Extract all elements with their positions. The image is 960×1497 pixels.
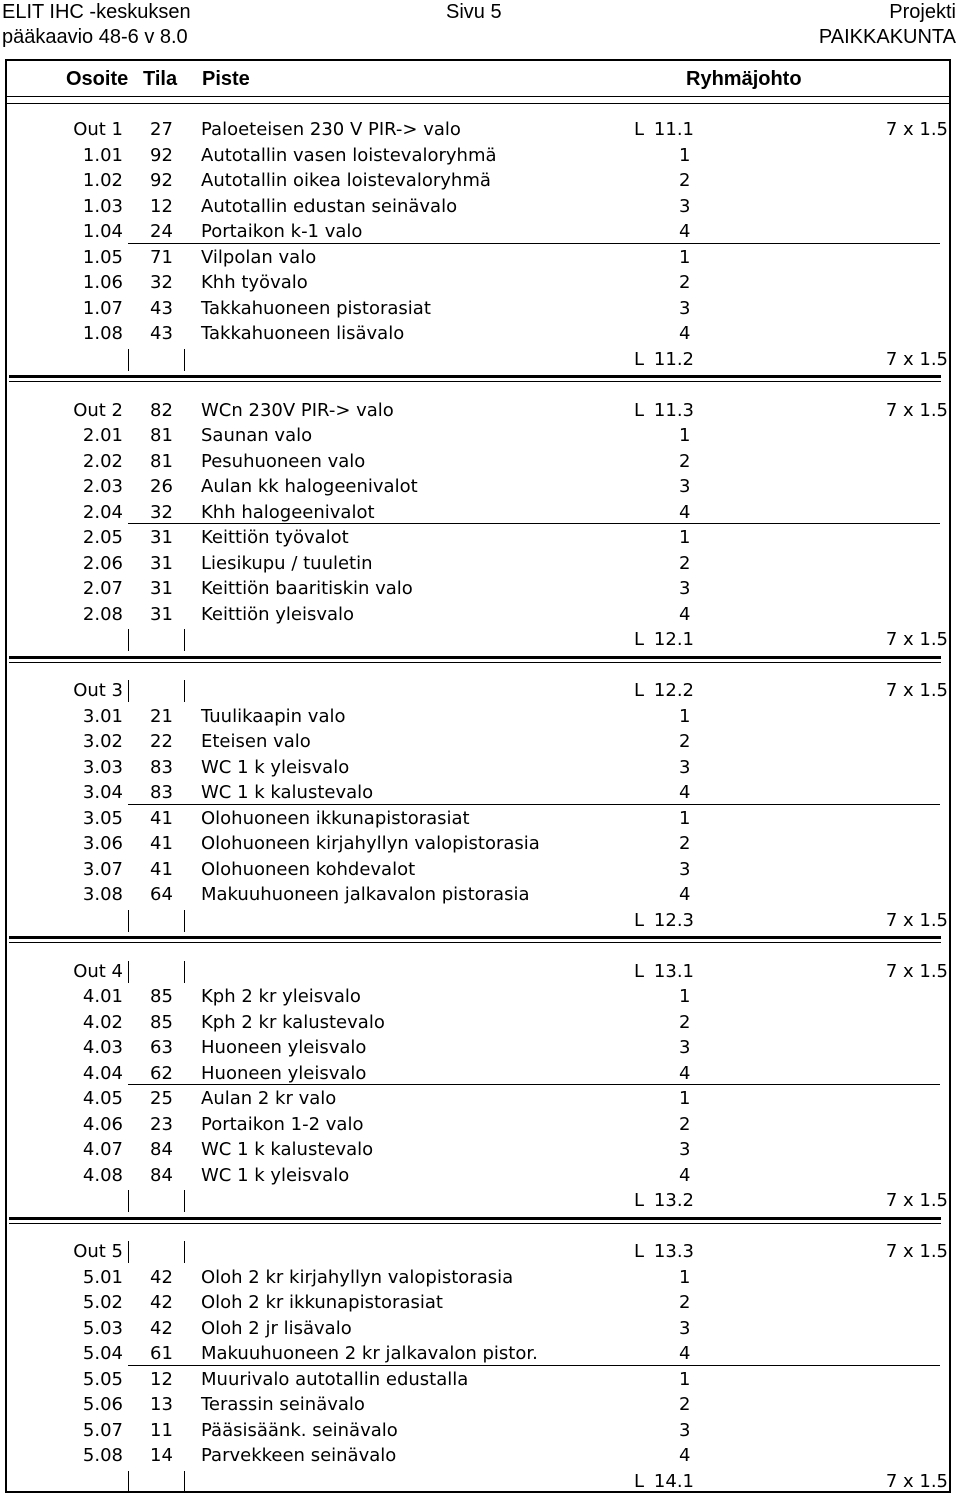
row-room: 14 bbox=[150, 1445, 173, 1466]
table-row bbox=[0, 1290, 960, 1315]
row-point: Khh halogeenivalot bbox=[201, 501, 375, 523]
row-point: Takkahuoneen pistorasiat bbox=[201, 297, 431, 319]
table-row bbox=[0, 1341, 960, 1366]
row-room: 31 bbox=[150, 603, 173, 625]
table-row bbox=[0, 143, 960, 168]
row-point: Makuuhuoneen 2 kr jalkavalon pistor. bbox=[201, 1343, 538, 1364]
row-group: 1 bbox=[679, 807, 691, 829]
row-address: 5.04 bbox=[82, 1343, 123, 1364]
row-point: Huoneen yleisvalo bbox=[201, 1062, 367, 1084]
table-row bbox=[0, 1367, 960, 1392]
output-address: Out 1 bbox=[73, 119, 123, 140]
cable-connection-number: 14.1 bbox=[653, 1470, 694, 1492]
cable-connection-number: 12.1 bbox=[653, 629, 694, 650]
cable-connection-number: 11.1 bbox=[653, 119, 694, 140]
row-address: 3.02 bbox=[82, 731, 123, 752]
table-row bbox=[0, 194, 960, 219]
cell-divider bbox=[128, 629, 129, 651]
row-address: 1.03 bbox=[82, 195, 123, 217]
row-point: Muurivalo autotallin edustalla bbox=[201, 1368, 469, 1390]
row-group: 4 bbox=[679, 1164, 691, 1186]
output-address: Out 2 bbox=[73, 399, 123, 421]
table-row bbox=[0, 1061, 960, 1086]
title-line-1: ELIT IHC -keskuksen bbox=[2, 1, 191, 23]
row-address: 1.07 bbox=[82, 297, 123, 319]
cell-divider bbox=[184, 680, 185, 702]
output-separator bbox=[9, 936, 941, 939]
table-row bbox=[0, 474, 960, 499]
output-closing-row bbox=[0, 908, 960, 933]
row-group: 4 bbox=[679, 782, 691, 803]
row-point: Oloh 2 kr kirjahyllyn valopistorasia bbox=[201, 1266, 514, 1288]
table-row bbox=[0, 1443, 960, 1468]
row-room: 63 bbox=[150, 1037, 173, 1058]
column-header-ryhmajohto: Ryhmäjohto bbox=[686, 68, 802, 90]
cell-divider bbox=[184, 349, 185, 371]
output-row bbox=[0, 398, 960, 423]
row-point: Parvekkeen seinävalo bbox=[201, 1445, 397, 1466]
row-group: 3 bbox=[679, 1139, 691, 1160]
cable-type: 7 x 1.5 bbox=[885, 1190, 948, 1211]
cable-type: 7 x 1.5 bbox=[885, 399, 948, 421]
row-address: 4.05 bbox=[82, 1088, 123, 1109]
row-address: 4.06 bbox=[82, 1113, 123, 1135]
cell-divider bbox=[128, 1241, 129, 1263]
cell-divider bbox=[184, 629, 185, 651]
row-point: Makuuhuoneen jalkavalon pistorasia bbox=[201, 884, 530, 905]
row-address: 1.06 bbox=[82, 272, 123, 293]
row-point: Kph 2 kr kalustevalo bbox=[201, 1011, 385, 1033]
cell-divider bbox=[128, 1471, 129, 1493]
table-row bbox=[0, 551, 960, 576]
row-group: 2 bbox=[679, 170, 691, 191]
row-address: 5.07 bbox=[82, 1419, 123, 1441]
row-address: 4.08 bbox=[82, 1164, 123, 1186]
row-point: Keittiön työvalot bbox=[201, 527, 349, 548]
group-separator bbox=[128, 1365, 940, 1366]
output-address: Out 5 bbox=[73, 1241, 123, 1262]
output-closing-row bbox=[0, 1188, 960, 1213]
row-group: 4 bbox=[679, 1445, 691, 1466]
row-address: 4.03 bbox=[82, 1037, 123, 1058]
cable-phase-letter: L bbox=[634, 1241, 645, 1262]
row-address: 2.08 bbox=[82, 603, 123, 625]
row-address: 5.03 bbox=[82, 1317, 123, 1339]
row-group: 3 bbox=[679, 476, 691, 497]
row-group: 1 bbox=[679, 1368, 691, 1390]
row-room: 62 bbox=[150, 1062, 173, 1084]
row-group: 4 bbox=[679, 603, 691, 625]
row-room: 31 bbox=[150, 527, 173, 548]
row-group: 3 bbox=[679, 1419, 691, 1441]
output-point: WCn 230V PIR-> valo bbox=[201, 399, 394, 421]
row-room: 32 bbox=[150, 501, 173, 523]
row-address: 1.08 bbox=[82, 323, 123, 344]
row-point: Olohuoneen kirjahyllyn valopistorasia bbox=[201, 833, 540, 854]
row-point: WC 1 k yleisvalo bbox=[201, 1164, 350, 1186]
row-group: 1 bbox=[679, 144, 691, 166]
row-room: 21 bbox=[150, 705, 173, 727]
cable-type: 7 x 1.5 bbox=[885, 629, 948, 650]
row-room: 83 bbox=[150, 756, 173, 778]
row-room: 43 bbox=[150, 323, 173, 344]
row-group: 3 bbox=[679, 1317, 691, 1339]
row-address: 2.02 bbox=[82, 450, 123, 472]
row-group: 4 bbox=[679, 1062, 691, 1084]
row-address: 2.07 bbox=[82, 578, 123, 599]
cable-phase-letter: L bbox=[634, 960, 645, 982]
row-address: 4.07 bbox=[82, 1139, 123, 1160]
row-room: 23 bbox=[150, 1113, 173, 1135]
row-address: 2.03 bbox=[82, 476, 123, 497]
row-room: 85 bbox=[150, 986, 173, 1007]
cable-type: 7 x 1.5 bbox=[885, 680, 948, 701]
document-title bbox=[2, 0, 191, 50]
table-row bbox=[0, 1163, 960, 1188]
row-group: 2 bbox=[679, 731, 691, 752]
table-row bbox=[0, 1392, 960, 1417]
table-row bbox=[0, 704, 960, 729]
row-group: 3 bbox=[679, 195, 691, 217]
row-point: Terassin seinävalo bbox=[201, 1394, 365, 1415]
project-info bbox=[819, 0, 956, 50]
table-row bbox=[0, 449, 960, 474]
cable-type: 7 x 1.5 bbox=[885, 1470, 948, 1492]
table-row bbox=[0, 576, 960, 601]
table-row bbox=[0, 755, 960, 780]
column-header-osoite: Osoite bbox=[66, 68, 129, 90]
output-separator bbox=[9, 1223, 941, 1224]
table-row bbox=[0, 806, 960, 831]
output-point: Paloeteisen 230 V PIR-> valo bbox=[201, 119, 461, 140]
table-row bbox=[0, 500, 960, 525]
row-room: 25 bbox=[150, 1088, 173, 1109]
row-point: Liesikupu / tuuletin bbox=[201, 552, 373, 574]
row-room: 84 bbox=[150, 1139, 173, 1160]
row-group: 4 bbox=[679, 501, 691, 523]
row-address: 2.01 bbox=[82, 425, 123, 446]
cell-divider bbox=[128, 680, 129, 702]
cable-phase-letter: L bbox=[634, 119, 645, 140]
row-group: 1 bbox=[679, 705, 691, 727]
output-separator bbox=[9, 942, 941, 943]
table-row bbox=[0, 1265, 960, 1290]
table-row bbox=[0, 1137, 960, 1162]
table-row bbox=[0, 602, 960, 627]
table-row bbox=[0, 219, 960, 244]
title-line-2: pääkaavio 48-6 v 8.0 bbox=[2, 26, 188, 48]
cell-divider bbox=[184, 1471, 185, 1493]
output-closing-row bbox=[0, 347, 960, 372]
page-header bbox=[0, 0, 960, 52]
row-room: 42 bbox=[150, 1317, 173, 1339]
output-row bbox=[0, 1239, 960, 1264]
output-separator bbox=[9, 656, 941, 659]
row-point: Keittiön baaritiskin valo bbox=[201, 578, 413, 599]
output-closing-row bbox=[0, 1469, 960, 1494]
table-row bbox=[0, 525, 960, 550]
row-point: Kph 2 kr yleisvalo bbox=[201, 986, 361, 1007]
row-point: Aulan 2 kr valo bbox=[201, 1088, 337, 1109]
cell-divider bbox=[184, 961, 185, 983]
cable-connection-number: 13.1 bbox=[653, 960, 694, 982]
cable-type: 7 x 1.5 bbox=[885, 119, 948, 140]
table-row bbox=[0, 270, 960, 295]
header-rule-1 bbox=[7, 96, 949, 97]
cable-phase-letter: L bbox=[634, 1190, 645, 1211]
table-row bbox=[0, 1418, 960, 1443]
row-group: 2 bbox=[679, 833, 691, 854]
row-point: WC 1 k yleisvalo bbox=[201, 756, 350, 778]
table-row bbox=[0, 296, 960, 321]
row-group: 3 bbox=[679, 297, 691, 319]
output-row bbox=[0, 117, 960, 142]
cable-connection-number: 13.2 bbox=[653, 1190, 694, 1211]
header-rule-2 bbox=[7, 103, 949, 104]
table-row bbox=[0, 245, 960, 270]
row-address: 1.05 bbox=[82, 246, 123, 268]
row-address: 3.01 bbox=[82, 705, 123, 727]
row-point: Saunan valo bbox=[201, 425, 313, 446]
output-separator bbox=[9, 1217, 941, 1220]
table-row bbox=[0, 831, 960, 856]
row-point: Takkahuoneen lisävalo bbox=[201, 323, 405, 344]
row-address: 3.05 bbox=[82, 807, 123, 829]
row-point: Vilpolan valo bbox=[201, 246, 317, 268]
row-group: 1 bbox=[679, 527, 691, 548]
row-address: 2.06 bbox=[82, 552, 123, 574]
row-point: Autotallin vasen loistevaloryhmä bbox=[201, 144, 497, 166]
cable-type: 7 x 1.5 bbox=[885, 909, 948, 931]
row-room: 92 bbox=[150, 144, 173, 166]
cable-phase-letter: L bbox=[634, 1470, 645, 1492]
column-header-piste: Piste bbox=[202, 68, 250, 90]
row-room: 83 bbox=[150, 782, 173, 803]
row-point: Keittiön yleisvalo bbox=[201, 603, 355, 625]
table-row bbox=[0, 321, 960, 346]
table-row bbox=[0, 857, 960, 882]
output-room: 27 bbox=[150, 119, 173, 140]
row-point: Oloh 2 kr ikkunapistorasiat bbox=[201, 1292, 443, 1313]
output-room: 82 bbox=[150, 399, 173, 421]
row-group: 2 bbox=[679, 450, 691, 472]
table-row bbox=[0, 1035, 960, 1060]
row-room: 84 bbox=[150, 1164, 173, 1186]
row-room: 11 bbox=[150, 1419, 173, 1441]
row-room: 31 bbox=[150, 552, 173, 574]
cable-connection-number: 13.3 bbox=[653, 1241, 694, 1262]
row-group: 2 bbox=[679, 1011, 691, 1033]
row-address: 3.06 bbox=[82, 833, 123, 854]
row-room: 41 bbox=[150, 833, 173, 854]
row-room: 12 bbox=[150, 195, 173, 217]
table-row bbox=[0, 729, 960, 754]
row-point: Autotallin oikea loistevaloryhmä bbox=[201, 170, 491, 191]
project-location: PAIKKAKUNTA bbox=[818, 26, 956, 48]
row-address: 5.02 bbox=[82, 1292, 123, 1313]
row-address: 5.01 bbox=[82, 1266, 123, 1288]
cable-phase-letter: L bbox=[634, 909, 645, 931]
row-group: 1 bbox=[679, 425, 691, 446]
row-group: 1 bbox=[679, 246, 691, 268]
cell-divider bbox=[184, 1190, 185, 1212]
row-address: 4.01 bbox=[82, 986, 123, 1007]
row-address: 1.02 bbox=[82, 170, 123, 191]
cable-phase-letter: L bbox=[634, 348, 645, 370]
output-address: Out 4 bbox=[73, 960, 123, 982]
row-room: 43 bbox=[150, 297, 173, 319]
row-group: 1 bbox=[679, 1266, 691, 1288]
row-group: 4 bbox=[679, 884, 691, 905]
cable-phase-letter: L bbox=[634, 680, 645, 701]
cell-divider bbox=[128, 349, 129, 371]
row-room: 31 bbox=[150, 578, 173, 599]
row-address: 5.08 bbox=[82, 1445, 123, 1466]
cable-type: 7 x 1.5 bbox=[885, 348, 948, 370]
row-point: Autotallin edustan seinävalo bbox=[201, 195, 458, 217]
row-group: 2 bbox=[679, 1113, 691, 1135]
cable-connection-number: 12.3 bbox=[653, 909, 694, 931]
table-row bbox=[0, 780, 960, 805]
output-closing-row bbox=[0, 627, 960, 652]
cable-connection-number: 11.3 bbox=[653, 399, 694, 421]
row-point: WC 1 k kalustevalo bbox=[201, 782, 374, 803]
cell-divider bbox=[128, 961, 129, 983]
row-room: 61 bbox=[150, 1343, 173, 1364]
row-room: 64 bbox=[150, 884, 173, 905]
row-group: 2 bbox=[679, 272, 691, 293]
row-address: 3.07 bbox=[82, 858, 123, 880]
group-separator bbox=[128, 243, 940, 244]
row-point: WC 1 k kalustevalo bbox=[201, 1139, 374, 1160]
column-header-tila: Tila bbox=[143, 68, 178, 90]
row-room: 42 bbox=[150, 1266, 173, 1288]
row-point: Pesuhuoneen valo bbox=[201, 450, 366, 472]
table-row bbox=[0, 984, 960, 1009]
table-row bbox=[0, 882, 960, 907]
row-address: 4.02 bbox=[82, 1011, 123, 1033]
row-room: 92 bbox=[150, 170, 173, 191]
row-group: 4 bbox=[679, 323, 691, 344]
row-point: Portaikon k-1 valo bbox=[201, 221, 363, 242]
row-room: 71 bbox=[150, 246, 173, 268]
row-address: 4.04 bbox=[82, 1062, 123, 1084]
row-address: 3.03 bbox=[82, 756, 123, 778]
cable-type: 7 x 1.5 bbox=[885, 960, 948, 982]
row-group: 3 bbox=[679, 756, 691, 778]
project-label: Projekti bbox=[889, 1, 956, 23]
row-room: 24 bbox=[150, 221, 173, 242]
row-address: 5.06 bbox=[82, 1394, 123, 1415]
row-room: 42 bbox=[150, 1292, 173, 1313]
cable-type: 7 x 1.5 bbox=[885, 1241, 948, 1262]
row-room: 32 bbox=[150, 272, 173, 293]
row-point: Tuulikaapin valo bbox=[201, 705, 346, 727]
table-row bbox=[0, 168, 960, 193]
row-room: 41 bbox=[150, 807, 173, 829]
row-point: Huoneen yleisvalo bbox=[201, 1037, 367, 1058]
output-row bbox=[0, 959, 960, 984]
row-room: 81 bbox=[150, 425, 173, 446]
row-address: 2.04 bbox=[82, 501, 123, 523]
output-address: Out 3 bbox=[73, 680, 123, 701]
row-room: 81 bbox=[150, 450, 173, 472]
row-point: Pääsisäänk. seinävalo bbox=[201, 1419, 398, 1441]
group-separator bbox=[128, 1084, 940, 1085]
table-row bbox=[0, 423, 960, 448]
table-row bbox=[0, 1112, 960, 1137]
row-address: 1.04 bbox=[82, 221, 123, 242]
output-separator bbox=[9, 662, 941, 663]
cell-divider bbox=[128, 1190, 129, 1212]
row-point: Portaikon 1-2 valo bbox=[201, 1113, 364, 1135]
row-group: 3 bbox=[679, 858, 691, 880]
row-point: Eteisen valo bbox=[201, 731, 311, 752]
row-group: 2 bbox=[679, 1292, 691, 1313]
row-address: 5.05 bbox=[82, 1368, 123, 1390]
group-separator bbox=[128, 804, 940, 805]
table-row bbox=[0, 1010, 960, 1035]
row-group: 2 bbox=[679, 1394, 691, 1415]
row-point: Oloh 2 jr lisävalo bbox=[201, 1317, 352, 1339]
cell-divider bbox=[184, 1241, 185, 1263]
table-row bbox=[0, 1086, 960, 1111]
output-separator bbox=[9, 375, 941, 378]
row-group: 4 bbox=[679, 221, 691, 242]
row-group: 4 bbox=[679, 1343, 691, 1364]
output-separator bbox=[9, 381, 941, 382]
table-row bbox=[0, 1316, 960, 1341]
cable-connection-number: 12.2 bbox=[653, 680, 694, 701]
row-group: 1 bbox=[679, 1088, 691, 1109]
row-group: 1 bbox=[679, 986, 691, 1007]
row-address: 2.05 bbox=[82, 527, 123, 548]
cable-phase-letter: L bbox=[634, 399, 645, 421]
row-group: 3 bbox=[679, 578, 691, 599]
cable-phase-letter: L bbox=[634, 629, 645, 650]
cable-connection-number: 11.2 bbox=[653, 348, 694, 370]
row-point: Olohuoneen ikkunapistorasiat bbox=[201, 807, 470, 829]
row-room: 85 bbox=[150, 1011, 173, 1033]
group-separator bbox=[128, 523, 940, 524]
row-point: Khh työvalo bbox=[201, 272, 308, 293]
row-room: 22 bbox=[150, 731, 173, 752]
row-address: 3.08 bbox=[82, 884, 123, 905]
row-room: 12 bbox=[150, 1368, 173, 1390]
cell-divider bbox=[184, 910, 185, 932]
row-room: 13 bbox=[150, 1394, 173, 1415]
row-point: Aulan kk halogeenivalot bbox=[201, 476, 418, 497]
page-number: Sivu 5 bbox=[446, 1, 502, 23]
row-point: Olohuoneen kohdevalot bbox=[201, 858, 416, 880]
output-row bbox=[0, 678, 960, 703]
row-address: 3.04 bbox=[82, 782, 123, 803]
row-address: 1.01 bbox=[82, 144, 123, 166]
row-group: 3 bbox=[679, 1037, 691, 1058]
row-room: 26 bbox=[150, 476, 173, 497]
cell-divider bbox=[128, 910, 129, 932]
row-group: 2 bbox=[679, 552, 691, 574]
row-room: 41 bbox=[150, 858, 173, 880]
